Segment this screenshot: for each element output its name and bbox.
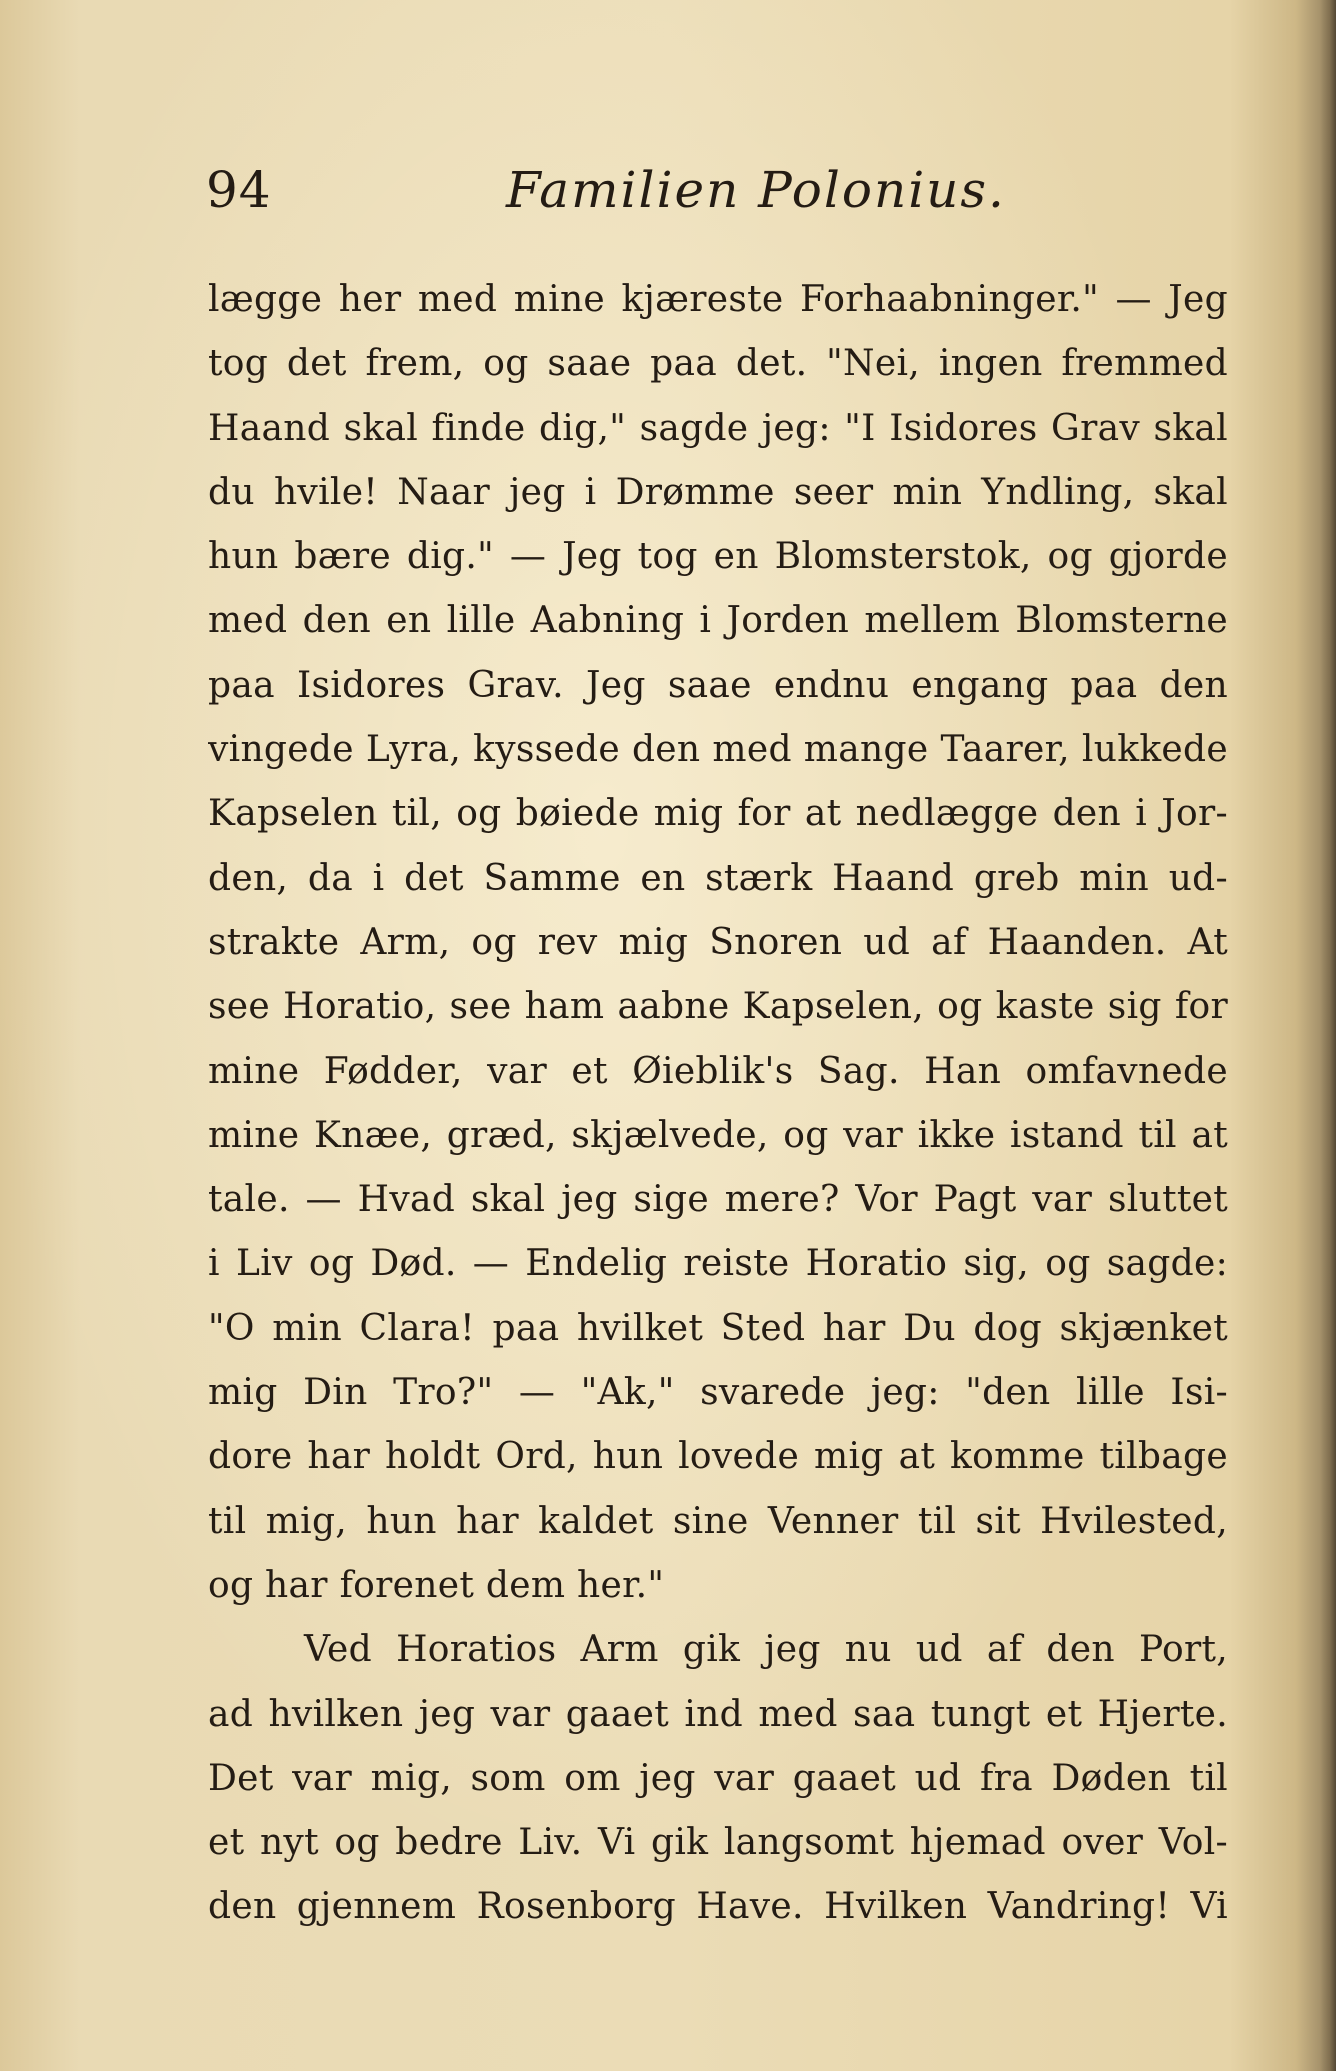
text-line: mine Fødder, var et Øieblik's Sag. Han omfavnede: [208, 1050, 1228, 1092]
text-line: Haand skal finde dig," sagde jeg: "I Isidores Grav skal: [208, 407, 1228, 449]
text-line-paragraph-start: Ved Horatios Arm gik jeg nu ud af den Port,: [304, 1629, 1228, 1671]
page-number: 94: [206, 161, 272, 219]
text-line: Kapselen til, og bøiede mig for at nedlægge den i Jor-: [208, 793, 1228, 835]
text-line: hun bære dig." — Jeg tog en Blomsterstok, og gjorde: [208, 536, 1228, 578]
text-line: mine Knæe, græd, skjælvede, og var ikke istand til at: [208, 1114, 1228, 1156]
text-line: i Liv og Død. — Endelig reiste Horatio sig, og sagde:: [208, 1243, 1228, 1285]
text-line: see Horatio, see ham aabne Kapselen, og kaste sig for: [208, 986, 1228, 1028]
running-title: Familien Polonius.: [506, 161, 1006, 219]
body-text: [208, 268, 1228, 1940]
text-line: tale. — Hvad skal jeg sige mere? Vor Pagt var sluttet: [208, 1179, 1228, 1221]
text-line-paragraph-end: og har forenet dem her.": [208, 1564, 665, 1606]
text-line: Det var mig, som om jeg var gaaet ud fra Døden til: [208, 1757, 1228, 1799]
text-line: dore har holdt Ord, hun lovede mig at komme tilbage: [208, 1436, 1228, 1478]
text-line: ad hvilken jeg var gaaet ind med saa tungt et Hjerte.: [208, 1693, 1228, 1735]
text-line: paa Isidores Grav. Jeg saae endnu engang paa den: [208, 664, 1228, 706]
text-line: vingede Lyra, kyssede den med mange Taarer, lukkede: [208, 729, 1228, 771]
text-line: du hvile! Naar jeg i Drømme seer min Yndling, skal: [208, 471, 1228, 513]
page-header: [206, 150, 1226, 230]
text-line: lægge her med mine kjæreste Forhaabninger." — Jeg: [208, 279, 1228, 320]
text-line: mig Din Tro?" — "Ak," svarede jeg: "den lille Isi-: [208, 1372, 1228, 1414]
text-line: et nyt og bedre Liv. Vi gik langsomt hjemad over Vol-: [208, 1822, 1228, 1864]
text-line: strakte Arm, og rev mig Snoren ud af Haanden. At: [208, 921, 1228, 963]
text-line: med den en lille Aabning i Jorden mellem Blomsterne: [208, 600, 1228, 642]
text-line: den gjennem Rosenborg Have. Hvilken Vandring! Vi: [208, 1886, 1228, 1928]
text-line: tog det frem, og saae paa det. "Nei, ingen fremmed: [208, 343, 1228, 385]
text-line: den, da i det Samme en stærk Haand greb min ud-: [208, 857, 1228, 899]
page-edge-shadow: [1320, 0, 1336, 2071]
text-line: "O min Clara! paa hvilket Sted har Du dog skjænket: [208, 1307, 1228, 1349]
text-line: til mig, hun har kaldet sine Venner til sit Hvilested,: [208, 1500, 1228, 1542]
